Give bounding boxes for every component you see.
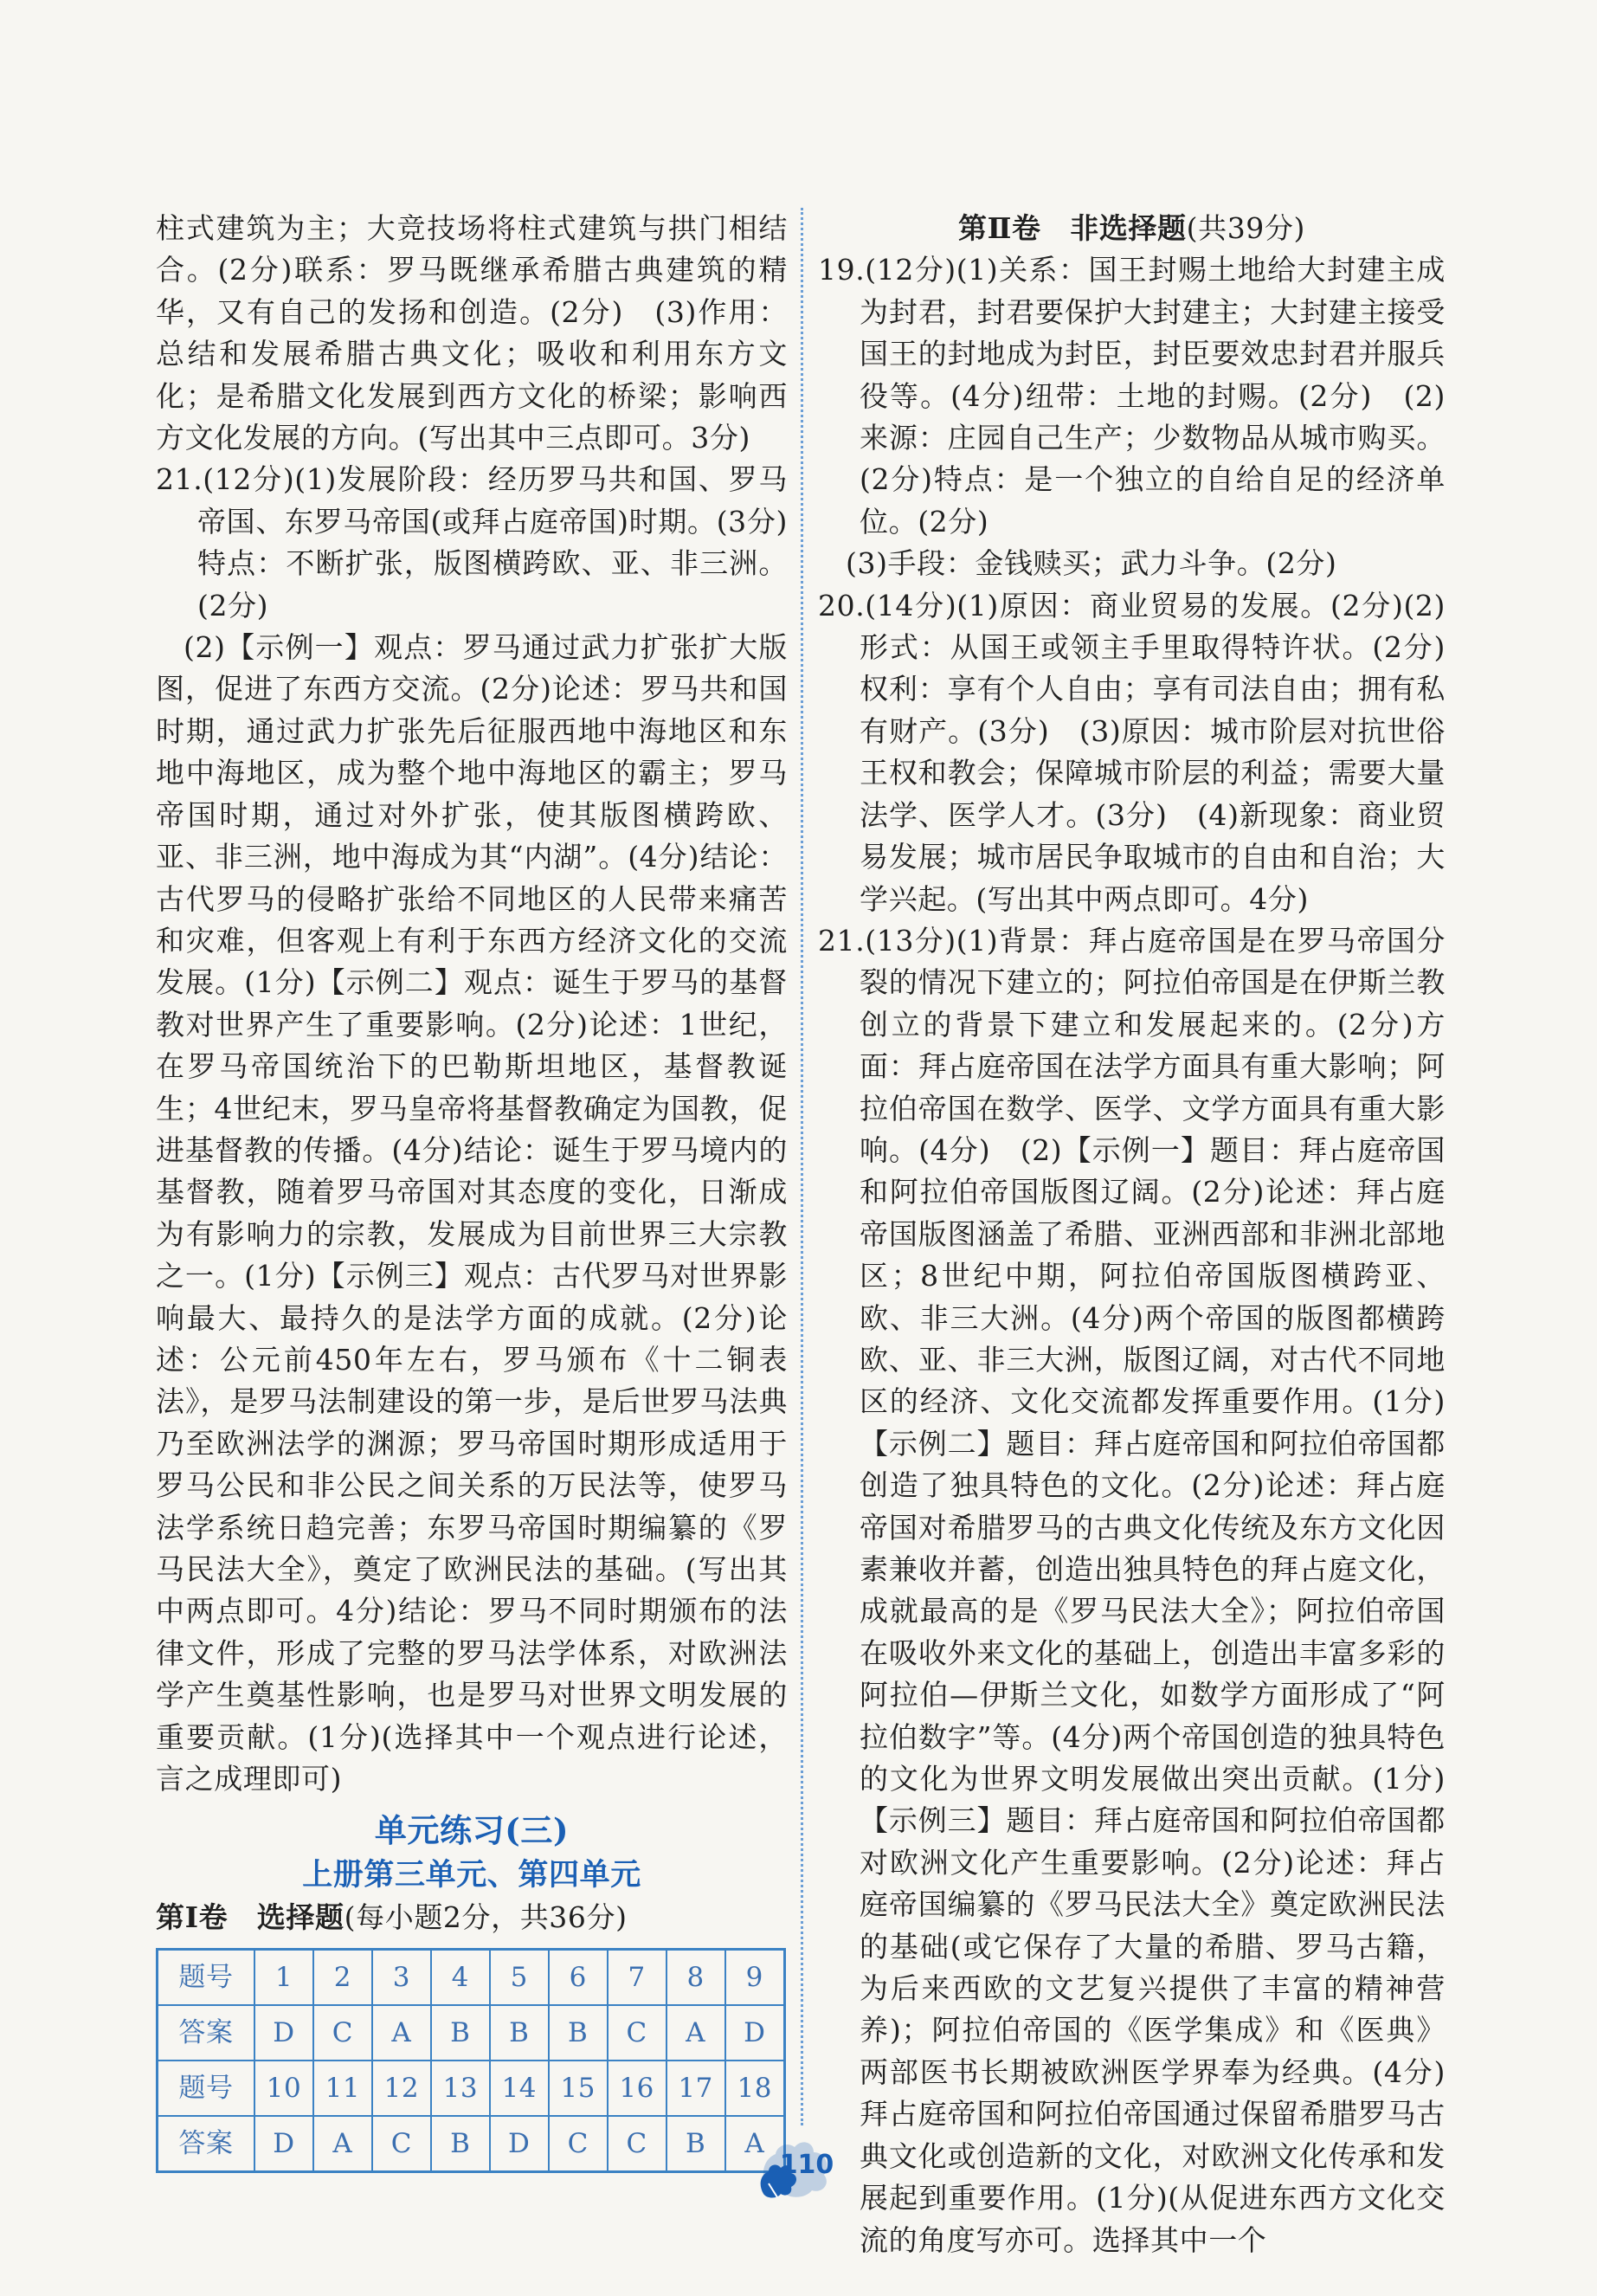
- table-cell: A: [666, 2005, 725, 2061]
- table-cell: C: [372, 2116, 431, 2172]
- table-cell: 14: [490, 2061, 549, 2116]
- unit-subtitle: 上册第三单元、第四单元: [302, 1857, 641, 1893]
- part1-title: 第Ⅰ卷 选择题: [156, 1900, 345, 1935]
- unit-title: 单元练习(三): [374, 1811, 570, 1850]
- answer-21-part2: (2)【示例一】观点：罗马通过武力扩张扩大版图，促进了东西方交流。(2分)论述：罗马共和国时期，通过武力扩张先后征服西地中海地区和东地中海地区，成为整个地中海地区的霸主；罗马帝国时期，通过对外扩张，使其版图横跨欧、亚、非三洲，地中海成为其“内湖”。(4分)结论：古代罗马的侵略扩张给不同地区的人民带来痛苦和灾难，但客观上有利于东西方经济文化的交流发展。(1分)【示例二】观点：诞生于罗马的基督教对世界产生了重要影响。(2分)论述：1世纪，在罗马帝国统治下的巴勒斯坦地区，基督教诞生；4世纪末，罗马皇帝将基督教确定为国教，促进基督教的传播。(4分)结论：诞生于罗马境内的基督教，随着罗马帝国对其态度的变化，日渐成为有影响力的宗教，发展成为目前世界三大宗教之一。(1分)【示例三】观点：古代罗马对世界影响最大、最持久的是法学方面的成就。(2分)论述：公元前450年左右，罗马颁布《十二铜表法》，是罗马法制建设的第一步，是后世罗马法典乃至欧洲法学的渊源；罗马帝国时期形成适用于罗马公民和非公民之间关系的万民法等，使罗马法学系统日趋完善；东罗马帝国时期编纂的《罗马民法大全》，奠定了欧洲民法的基础。(写出其中两点即可。4分)结论：罗马不同时期颁布的法律文件，形成了完整的罗马法学体系，对欧洲法学产生奠基性影响，也是罗马对世界文明发展的重要贡献。(1分)(选择其中一个观点进行论述，言之成理即可): [156, 630, 788, 1796]
- table-cell: 1: [254, 1949, 313, 2005]
- table-cell: D: [490, 2116, 549, 2172]
- table-row: [158, 2005, 785, 2061]
- table-cell: 10: [254, 2061, 313, 2116]
- table-cell: 15: [549, 2061, 608, 2116]
- table-cell: B: [490, 2005, 549, 2061]
- table-row: [158, 2116, 785, 2172]
- table-cell: B: [431, 2005, 490, 2061]
- table-cell: 6: [549, 1949, 608, 2005]
- table-cell: B: [431, 2116, 490, 2172]
- table-row: [158, 1949, 785, 2005]
- part2-note: (共39分): [1186, 211, 1305, 245]
- part1-heading: [156, 1897, 788, 1938]
- answer-paragraph: 柱式建筑为主；大竞技场将柱式建筑与拱门相结合。(2分)联系：罗马既继承希腊古典建筑的精华，又有自己的发扬和创造。(2分) (3)作用：总结和发展希腊古典文化；吸收和利用东方文化；是希腊文化发展到西方文化的桥梁；影响西方文化发展的方向。(写出其中三点即可。3分): [156, 211, 788, 455]
- left-column: [156, 208, 788, 2173]
- table-cell: D: [254, 2116, 313, 2172]
- table-cell: 7: [608, 1949, 666, 2005]
- table-cell: 8: [666, 1949, 725, 2005]
- table-cell: 5: [490, 1949, 549, 2005]
- table-cell: B: [666, 2116, 725, 2172]
- table-cell: A: [725, 2116, 785, 2172]
- answer-19-part3: (3)手段：金钱赎买；武力斗争。(2分): [846, 546, 1337, 581]
- table-cell: C: [608, 2116, 666, 2172]
- table-cell: A: [372, 2005, 431, 2061]
- page-number: [751, 2130, 847, 2199]
- answer-21-part1: 21.(12分)(1)发展阶段：经历罗马共和国、罗马帝国、东罗马帝国(或拜占庭帝国)时期。(3分)特点：不断扩张，版图横跨欧、亚、非三洲。(2分): [156, 462, 788, 622]
- answer-19: 19.(12分)(1)关系：国王封赐土地给大封建主成为封君，封君要保护大封建主；大封建主接受国王的封地成为封臣，封臣要效忠封君并服兵役等。(4分)纽带：土地的封赐。(2分) (2)来源：庄园自己生产；少数物品从城市购买。(2分)特点：是一个独立的自给自足的经济单位。(2分): [818, 253, 1446, 539]
- right-column: [818, 208, 1446, 2261]
- part2-title: 第Ⅱ卷 非选择题: [958, 211, 1187, 245]
- table-cell: 12: [372, 2061, 431, 2116]
- table-row: [158, 2061, 785, 2116]
- table-cell: 17: [666, 2061, 725, 2116]
- table-cell: C: [313, 2005, 372, 2061]
- table-row-label: 答案: [158, 2005, 255, 2061]
- table-cell: 18: [725, 2061, 785, 2116]
- table-row-label: 题号: [158, 2061, 255, 2116]
- answer-21-right: 21.(13分)(1)背景：拜占庭帝国是在罗马帝国分裂的情况下建立的；阿拉伯帝国是在伊斯兰教创立的背景下建立和发展起来的。(2分)方面：拜占庭帝国在法学方面具有重大影响；阿拉伯帝国在数学、医学、文学方面具有重大影响。(4分) (2)【示例一】题目：拜占庭帝国和阿拉伯帝国版图辽阔。(2分)论述：拜占庭帝国版图涵盖了希腊、亚洲西部和非洲北部地区；8世纪中期，阿拉伯帝国版图横跨亚、欧、非三大洲。(4分)两个帝国的版图都横跨欧、亚、非三大洲，版图辽阔，对古代不同地区的经济、文化交流都发挥重要作用。(1分)【示例二】题目：拜占庭帝国和阿拉伯帝国都创造了独具特色的文化。(2分)论述：拜占庭帝国对希腊罗马的古典文化传统及东方文化因素兼收并蓄，创造出独具特色的拜占庭文化，成就最高的是《罗马民法大全》；阿拉伯帝国在吸收外来文化的基础上，创造出丰富多彩的阿拉伯—伊斯兰文化，如数学方面形成了“阿拉伯数字”等。(4分)两个帝国创造的独具特色的文化为世界文明发展做出突出贡献。(1分)【示例三】题目：拜占庭帝国和阿拉伯帝国都对欧洲文化产生重要影响。(2分)论述：拜占庭帝国编纂的《罗马民法大全》奠定欧洲民法的基础(或它保存了大量的希腊、罗马古籍，为后来西欧的文艺复兴提供了丰富的精神营养)；阿拉伯帝国的《医学集成》和《医典》两部医书长期被欧洲医学界奉为经典。(4分)拜占庭帝国和阿拉伯帝国通过保留希腊罗马古典文化或创造新的文化，对欧洲文化传承和发展起到重要作用。(1分)(从促进东西方文化交流的角度写亦可。选择其中一个: [818, 923, 1446, 2257]
- table-row-label: 答案: [158, 2116, 255, 2172]
- table-cell: D: [254, 2005, 313, 2061]
- table-cell: 3: [372, 1949, 431, 2005]
- table-cell: A: [313, 2116, 372, 2172]
- table-cell: 11: [313, 2061, 372, 2116]
- table-cell: D: [725, 2005, 785, 2061]
- answer-20: 20.(14分)(1)原因：商业贸易的发展。(2分)(2)形式：从国王或领主手里取得特许状。(2分)权利：享有个人自由；享有司法自由；拥有私有财产。(3分) (3)原因：城市阶层对抗世俗王权和教会；保障城市阶层的利益；需要大量法学、医学人才。(3分) (4)新现象：商业贸易发展；城市居民争取城市的自由和自治；大学兴起。(写出其中两点即可。4分): [818, 588, 1446, 916]
- answer-table: [156, 1948, 786, 2173]
- table-cell: 4: [431, 1949, 490, 2005]
- column-divider: [801, 208, 803, 2125]
- part1-note: (每小题2分，共36分): [344, 1900, 628, 1935]
- table-cell: C: [608, 2005, 666, 2061]
- table-cell: 13: [431, 2061, 490, 2116]
- table-cell: B: [549, 2005, 608, 2061]
- page-number-text: 110: [779, 2149, 834, 2180]
- table-cell: C: [549, 2116, 608, 2172]
- table-cell: 9: [725, 1949, 785, 2005]
- part2-heading: [818, 208, 1446, 249]
- table-row-label: 题号: [158, 1949, 255, 2005]
- table-cell: 2: [313, 1949, 372, 2005]
- table-cell: 16: [608, 2061, 666, 2116]
